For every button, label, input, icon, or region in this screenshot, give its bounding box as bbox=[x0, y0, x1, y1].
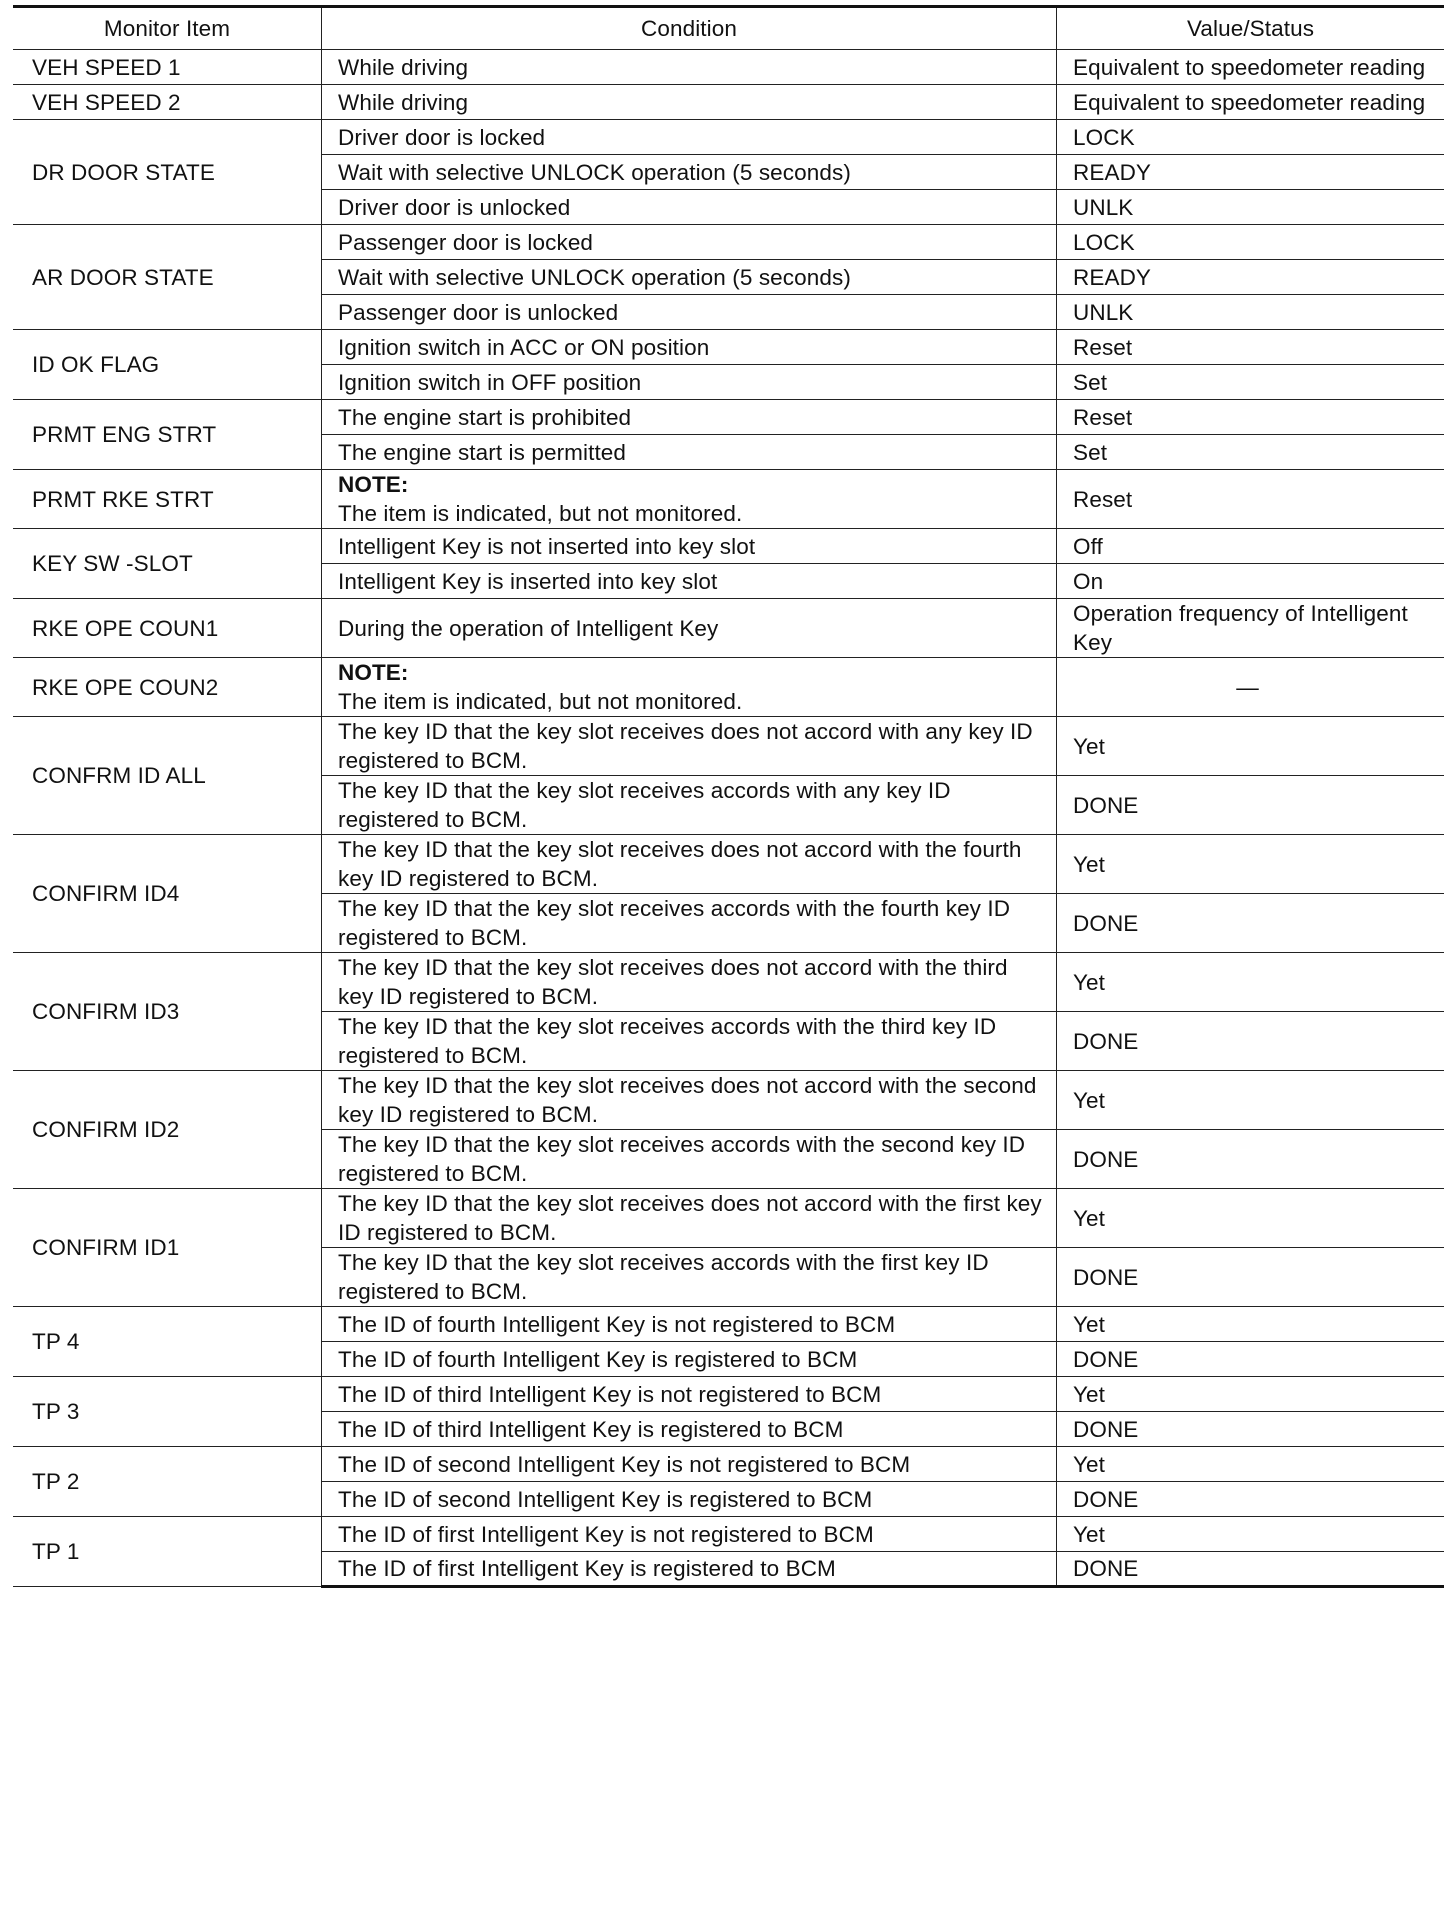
condition-cell: While driving bbox=[322, 50, 1057, 85]
condition-cell: The key ID that the key slot receives accords with the second key ID registered to BCM. bbox=[322, 1130, 1057, 1189]
table-row bbox=[13, 330, 1444, 365]
note-title: NOTE: bbox=[338, 472, 409, 497]
table-row bbox=[13, 658, 1444, 717]
value-status-cell: Yet bbox=[1057, 1189, 1445, 1248]
value-status-cell: Yet bbox=[1057, 1377, 1445, 1412]
monitor-item-cell: RKE OPE COUN1 bbox=[13, 599, 322, 658]
value-status-cell: DONE bbox=[1057, 894, 1445, 953]
value-status-cell: Operation frequency of Intelligent Key bbox=[1057, 599, 1445, 658]
condition-cell: The key ID that the key slot receives does not accord with the fourth key ID registered to BCM. bbox=[322, 835, 1057, 894]
monitor-item-cell: TP 2 bbox=[13, 1447, 322, 1517]
condition-cell: The ID of third Intelligent Key is not registered to BCM bbox=[322, 1377, 1057, 1412]
table-row bbox=[13, 1517, 1444, 1552]
table-row bbox=[13, 599, 1444, 658]
condition-cell: Passenger door is locked bbox=[322, 225, 1057, 260]
value-status-cell: UNLK bbox=[1057, 190, 1445, 225]
note-body: The item is indicated, but not monitored. bbox=[338, 501, 743, 526]
condition-cell: Driver door is locked bbox=[322, 120, 1057, 155]
value-status-cell: DONE bbox=[1057, 1552, 1445, 1587]
table-row bbox=[13, 1447, 1444, 1482]
table-row bbox=[13, 1307, 1444, 1342]
value-status-cell: Yet bbox=[1057, 1447, 1445, 1482]
value-status-cell: DONE bbox=[1057, 1412, 1445, 1447]
value-status-cell: UNLK bbox=[1057, 295, 1445, 330]
value-status-cell: — bbox=[1057, 658, 1445, 717]
value-status-cell: DONE bbox=[1057, 1130, 1445, 1189]
value-status-cell: DONE bbox=[1057, 776, 1445, 835]
monitor-item-cell: RKE OPE COUN2 bbox=[13, 658, 322, 717]
value-status-cell: DONE bbox=[1057, 1482, 1445, 1517]
value-status-cell: Yet bbox=[1057, 835, 1445, 894]
condition-cell: The ID of first Intelligent Key is registered to BCM bbox=[322, 1552, 1057, 1587]
condition-cell: The key ID that the key slot receives does not accord with the first key ID registered to BCM. bbox=[322, 1189, 1057, 1248]
condition-cell: Wait with selective UNLOCK operation (5 seconds) bbox=[322, 155, 1057, 190]
monitor-item-cell: CONFIRM ID2 bbox=[13, 1071, 322, 1189]
value-status-cell: Reset bbox=[1057, 330, 1445, 365]
condition-cell: The key ID that the key slot receives accords with the first key ID registered to BCM. bbox=[322, 1248, 1057, 1307]
table-row bbox=[13, 1071, 1444, 1130]
monitor-item-cell: CONFIRM ID3 bbox=[13, 953, 322, 1071]
condition-cell: Driver door is unlocked bbox=[322, 190, 1057, 225]
table-row bbox=[13, 835, 1444, 894]
value-status-cell: On bbox=[1057, 564, 1445, 599]
value-status-cell: LOCK bbox=[1057, 120, 1445, 155]
table-body bbox=[13, 50, 1444, 1587]
table-row bbox=[13, 470, 1444, 529]
condition-cell: The ID of fourth Intelligent Key is registered to BCM bbox=[322, 1342, 1057, 1377]
value-status-cell: Reset bbox=[1057, 400, 1445, 435]
table-row bbox=[13, 529, 1444, 564]
header-monitor-item: Monitor Item bbox=[13, 7, 322, 50]
condition-cell: The engine start is permitted bbox=[322, 435, 1057, 470]
monitor-item-cell: TP 4 bbox=[13, 1307, 322, 1377]
condition-note-cell bbox=[322, 658, 1057, 717]
monitor-item-cell: PRMT RKE STRT bbox=[13, 470, 322, 529]
monitor-item-table bbox=[13, 5, 1444, 1588]
value-status-cell: Equivalent to speedometer reading bbox=[1057, 50, 1445, 85]
table-row bbox=[13, 225, 1444, 260]
header-value-status: Value/Status bbox=[1057, 7, 1445, 50]
monitor-item-cell: CONFIRM ID4 bbox=[13, 835, 322, 953]
table-row bbox=[13, 120, 1444, 155]
condition-note-cell bbox=[322, 470, 1057, 529]
monitor-item-cell: PRMT ENG STRT bbox=[13, 400, 322, 470]
condition-cell: Ignition switch in OFF position bbox=[322, 365, 1057, 400]
table-row bbox=[13, 1377, 1444, 1412]
condition-cell: The key ID that the key slot receives does not accord with the second key ID registered to BCM. bbox=[322, 1071, 1057, 1130]
condition-cell: The ID of second Intelligent Key is registered to BCM bbox=[322, 1482, 1057, 1517]
header-condition: Condition bbox=[322, 7, 1057, 50]
condition-cell: During the operation of Intelligent Key bbox=[322, 599, 1057, 658]
monitor-item-cell: DR DOOR STATE bbox=[13, 120, 322, 225]
condition-cell: The key ID that the key slot receives accords with the fourth key ID registered to BCM. bbox=[322, 894, 1057, 953]
monitor-item-cell: TP 1 bbox=[13, 1517, 322, 1587]
monitor-item-cell: CONFIRM ID1 bbox=[13, 1189, 322, 1307]
monitor-item-cell: TP 3 bbox=[13, 1377, 322, 1447]
condition-cell: Wait with selective UNLOCK operation (5 seconds) bbox=[322, 260, 1057, 295]
table-row bbox=[13, 85, 1444, 120]
condition-cell: Intelligent Key is inserted into key slot bbox=[322, 564, 1057, 599]
value-status-cell: Set bbox=[1057, 365, 1445, 400]
value-status-cell: Off bbox=[1057, 529, 1445, 564]
condition-cell: The ID of fourth Intelligent Key is not registered to BCM bbox=[322, 1307, 1057, 1342]
value-status-cell: Set bbox=[1057, 435, 1445, 470]
condition-cell: The ID of third Intelligent Key is registered to BCM bbox=[322, 1412, 1057, 1447]
monitor-item-cell: CONFRM ID ALL bbox=[13, 717, 322, 835]
value-status-cell: Yet bbox=[1057, 717, 1445, 776]
condition-cell: Passenger door is unlocked bbox=[322, 295, 1057, 330]
table-header-row bbox=[13, 7, 1444, 50]
value-status-cell: Equivalent to speedometer reading bbox=[1057, 85, 1445, 120]
monitor-item-cell: ID OK FLAG bbox=[13, 330, 322, 400]
condition-cell: The key ID that the key slot receives accords with the third key ID registered to BCM. bbox=[322, 1012, 1057, 1071]
value-status-cell: DONE bbox=[1057, 1342, 1445, 1377]
value-status-cell: Yet bbox=[1057, 1071, 1445, 1130]
condition-cell: Ignition switch in ACC or ON position bbox=[322, 330, 1057, 365]
value-status-cell: Yet bbox=[1057, 1307, 1445, 1342]
condition-cell: The ID of second Intelligent Key is not registered to BCM bbox=[322, 1447, 1057, 1482]
table-row bbox=[13, 953, 1444, 1012]
note-body: The item is indicated, but not monitored. bbox=[338, 689, 743, 714]
condition-cell: The key ID that the key slot receives does not accord with any key ID registered to BCM. bbox=[322, 717, 1057, 776]
table-row bbox=[13, 1189, 1444, 1248]
value-status-cell: Yet bbox=[1057, 953, 1445, 1012]
value-status-cell: READY bbox=[1057, 155, 1445, 190]
value-status-cell: Yet bbox=[1057, 1517, 1445, 1552]
table-row bbox=[13, 400, 1444, 435]
monitor-item-cell: KEY SW -SLOT bbox=[13, 529, 322, 599]
monitor-item-cell: VEH SPEED 2 bbox=[13, 85, 322, 120]
value-status-cell: DONE bbox=[1057, 1012, 1445, 1071]
value-status-cell: READY bbox=[1057, 260, 1445, 295]
condition-cell: The engine start is prohibited bbox=[322, 400, 1057, 435]
condition-cell: While driving bbox=[322, 85, 1057, 120]
condition-cell: The key ID that the key slot receives accords with any key ID registered to BCM. bbox=[322, 776, 1057, 835]
monitor-item-cell: AR DOOR STATE bbox=[13, 225, 322, 330]
value-status-cell: LOCK bbox=[1057, 225, 1445, 260]
condition-cell: The key ID that the key slot receives does not accord with the third key ID registered to BCM. bbox=[322, 953, 1057, 1012]
table-row bbox=[13, 50, 1444, 85]
table-row bbox=[13, 717, 1444, 776]
note-title: NOTE: bbox=[338, 660, 409, 685]
condition-cell: Intelligent Key is not inserted into key slot bbox=[322, 529, 1057, 564]
value-status-cell: DONE bbox=[1057, 1248, 1445, 1307]
monitor-item-cell: VEH SPEED 1 bbox=[13, 50, 322, 85]
value-status-cell: Reset bbox=[1057, 470, 1445, 529]
condition-cell: The ID of first Intelligent Key is not registered to BCM bbox=[322, 1517, 1057, 1552]
